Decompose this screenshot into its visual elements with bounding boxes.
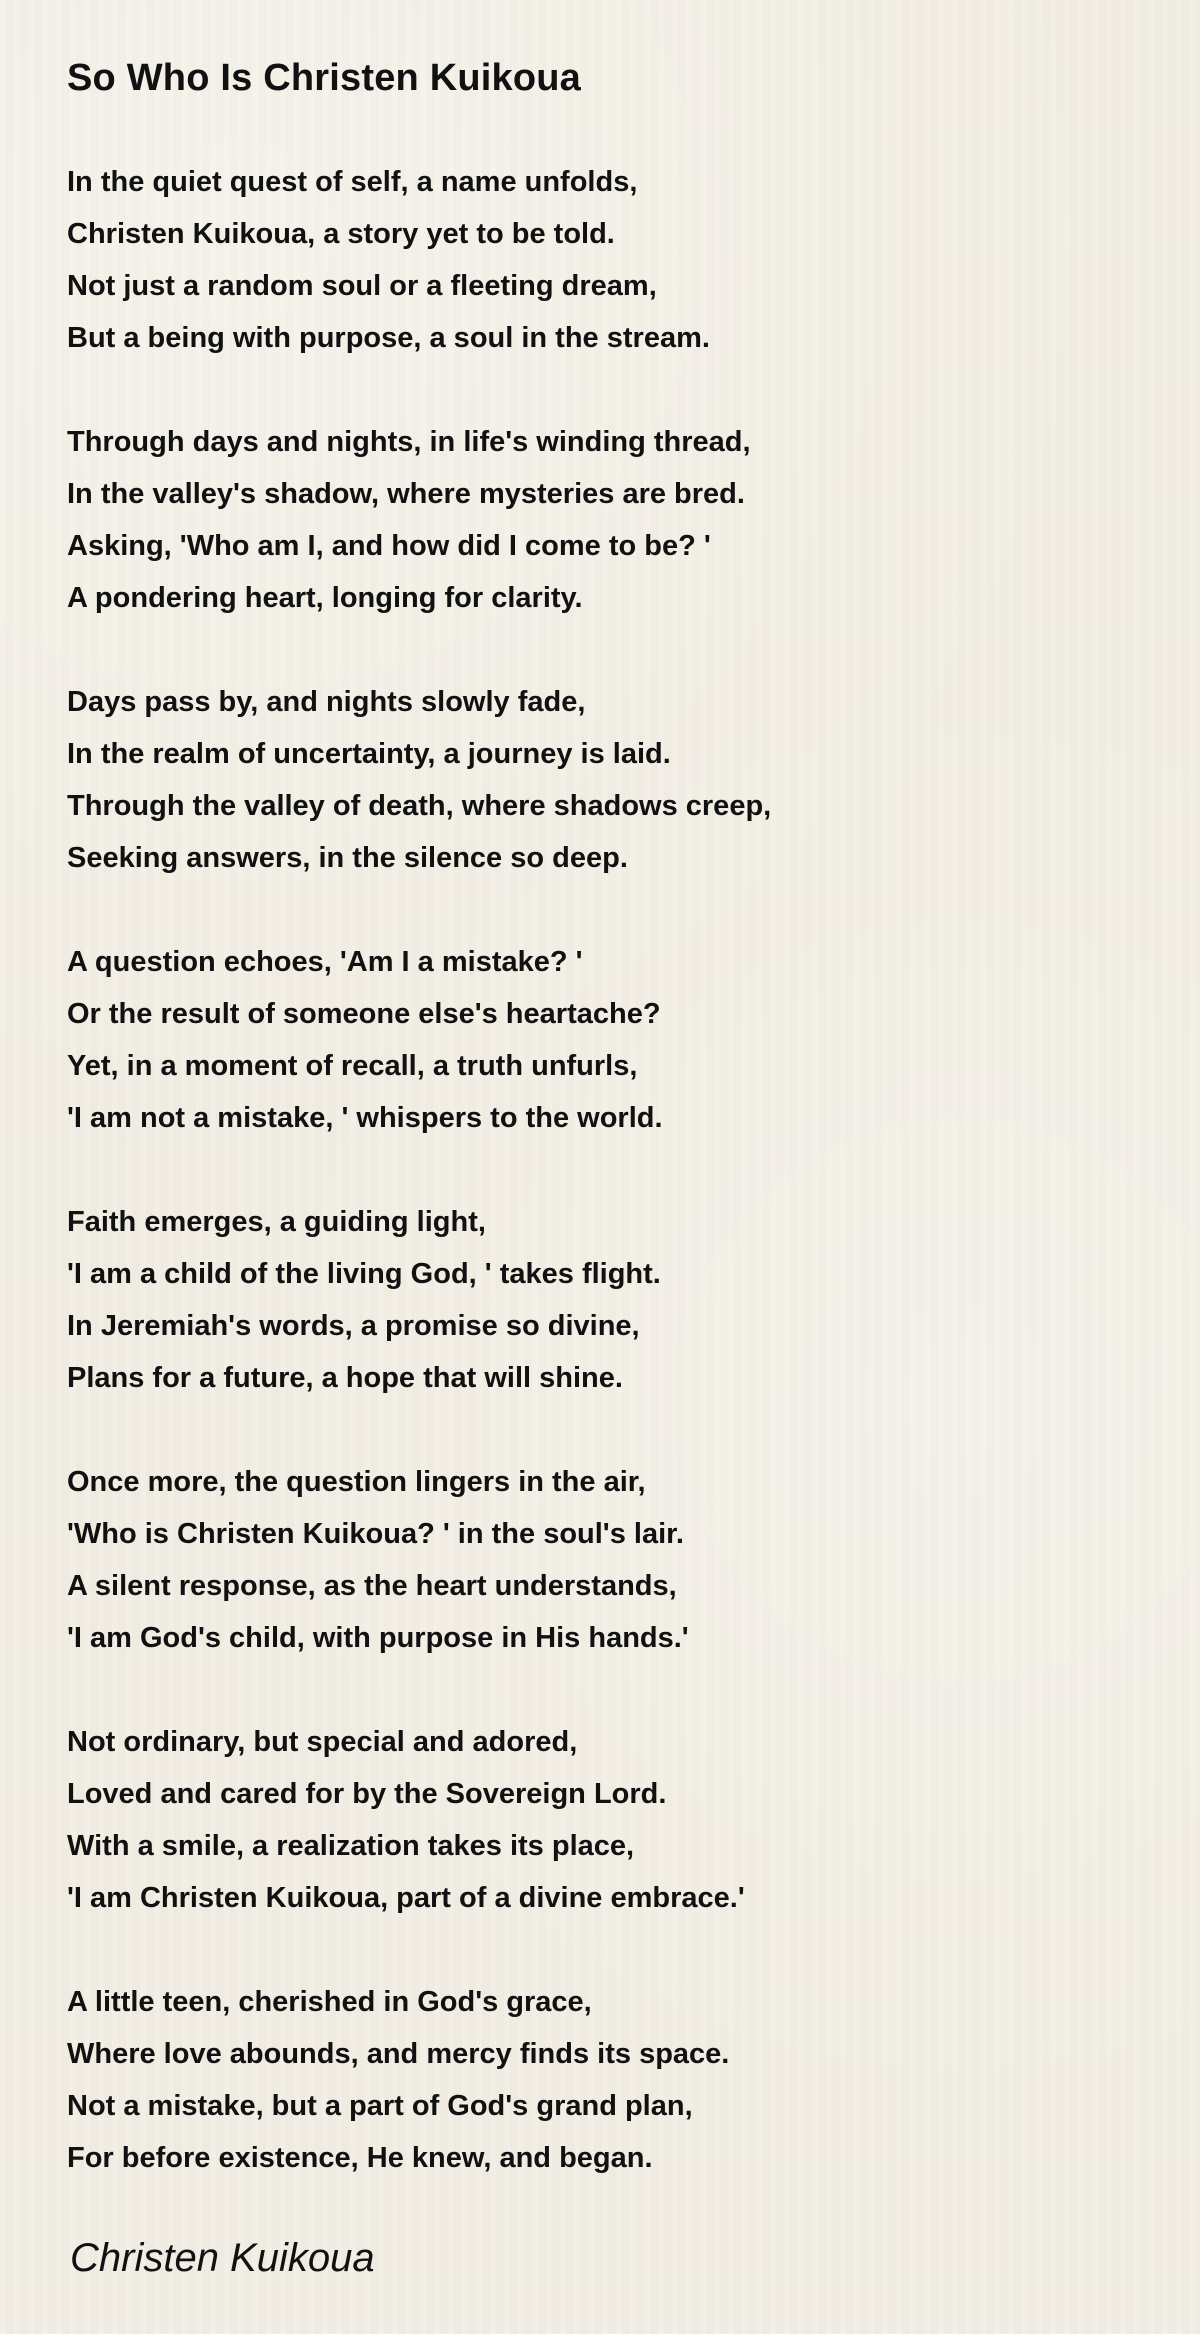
stanza-6: [67, 1456, 1200, 1664]
poem-line: Once more, the question lingers in the air,: [67, 1466, 646, 1498]
poem-line: 'I am a child of the living God, ' takes flight.: [67, 1258, 661, 1290]
stanza-3: [67, 676, 1200, 884]
poem-line: A little teen, cherished in God's grace,: [67, 1986, 592, 2018]
poem-line: Yet, in a moment of recall, a truth unfurls,: [67, 1050, 638, 1082]
poem-line: Plans for a future, a hope that will shine.: [67, 1362, 623, 1394]
poem-line: In Jeremiah's words, a promise so divine,: [67, 1310, 640, 1342]
poem-title: So Who Is Christen Kuikoua: [67, 57, 582, 99]
poem-line: A question echoes, 'Am I a mistake? ': [67, 946, 583, 978]
poem-line: Loved and cared for by the Sovereign Lord.: [67, 1778, 667, 1810]
poem-line: In the quiet quest of self, a name unfolds,: [67, 166, 638, 198]
poem-line: 'Who is Christen Kuikoua? ' in the soul's lair.: [67, 1518, 684, 1550]
poem-line: Not a mistake, but a part of God's grand plan,: [67, 2090, 693, 2122]
poem-line: Seeking answers, in the silence so deep.: [67, 842, 628, 874]
poem-line: In the realm of uncertainty, a journey is laid.: [67, 738, 671, 770]
poem-author: Christen Kuikoua: [70, 2236, 375, 2280]
poem-line: Through days and nights, in life's winding thread,: [67, 426, 751, 458]
poem-line: Where love abounds, and mercy finds its space.: [67, 2038, 730, 2070]
stanza-4: [67, 936, 1200, 1144]
poem-line: With a smile, a realization takes its place,: [67, 1830, 635, 1862]
poem-line: For before existence, He knew, and began.: [67, 2142, 653, 2174]
poem-line: But a being with purpose, a soul in the stream.: [67, 322, 710, 354]
stanza-2: [67, 416, 1200, 624]
poem-line: A silent response, as the heart understands,: [67, 1570, 677, 1602]
stanza-7: [67, 1716, 1200, 1924]
poem-line: Asking, 'Who am I, and how did I come to be? ': [67, 530, 711, 562]
poem-line: Through the valley of death, where shadows creep,: [67, 790, 772, 822]
poem-line: 'I am God's child, with purpose in His hands.': [67, 1622, 689, 1654]
stanza-1: [67, 156, 1200, 364]
poem-body: [67, 156, 1200, 2184]
poem-line: In the valley's shadow, where mysteries are bred.: [67, 478, 745, 510]
poem-line: Faith emerges, a guiding light,: [67, 1206, 486, 1238]
poem-line: A pondering heart, longing for clarity.: [67, 582, 583, 614]
poem-line: Days pass by, and nights slowly fade,: [67, 686, 586, 718]
poem-line: Christen Kuikoua, a story yet to be told.: [67, 218, 615, 250]
stanza-8: [67, 1976, 1200, 2184]
poem-line: Or the result of someone else's heartache?: [67, 998, 661, 1030]
poem-line: 'I am not a mistake, ' whispers to the world.: [67, 1102, 663, 1134]
stanza-5: [67, 1196, 1200, 1404]
poem-line: Not ordinary, but special and adored,: [67, 1726, 578, 1758]
poem-line: 'I am Christen Kuikoua, part of a divine embrace.': [67, 1882, 745, 1914]
poem-line: Not just a random soul or a fleeting dream,: [67, 270, 657, 302]
